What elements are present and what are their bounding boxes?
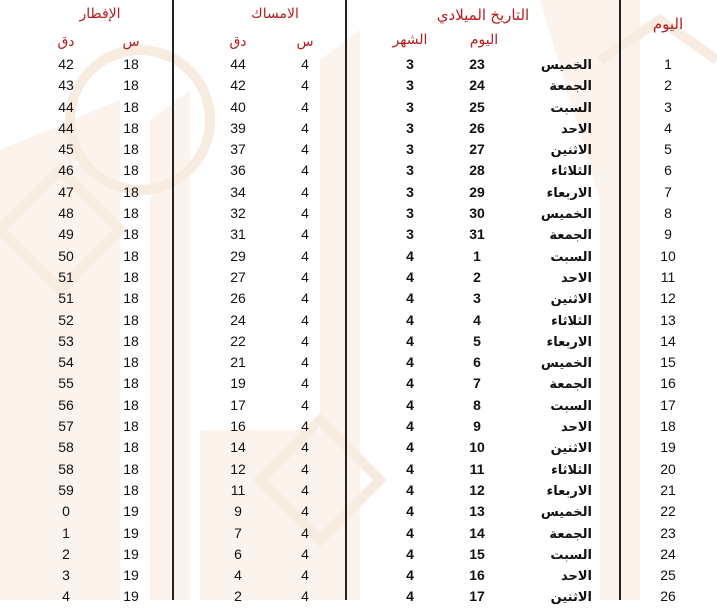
month-value: 4 bbox=[406, 396, 414, 413]
date-value: 27 bbox=[469, 141, 485, 158]
iftar-minute: 54 bbox=[58, 354, 74, 371]
date-value: 7 bbox=[473, 375, 481, 392]
imsak-hour: 4 bbox=[301, 354, 309, 371]
iftar-hour: 18 bbox=[123, 268, 139, 285]
table-row bbox=[0, 331, 717, 352]
day-number: 13 bbox=[660, 311, 676, 328]
iftar-minute: 42 bbox=[58, 56, 74, 72]
imsak-hour: 4 bbox=[301, 439, 309, 456]
date-value: 5 bbox=[473, 332, 481, 349]
weekday-name: الاربعاء bbox=[546, 184, 592, 200]
date-value: 26 bbox=[469, 119, 485, 136]
date-value: 24 bbox=[469, 77, 485, 94]
iftar-minute: 53 bbox=[58, 332, 74, 349]
imsak-hour: 4 bbox=[301, 98, 309, 115]
iftar-hour: 19 bbox=[123, 567, 139, 584]
table-row bbox=[0, 97, 717, 118]
month-value: 4 bbox=[406, 354, 414, 371]
day-number: 9 bbox=[664, 226, 672, 243]
weekday-name: الخميس bbox=[540, 355, 592, 371]
iftar-hour: 18 bbox=[123, 460, 139, 477]
month-value: 3 bbox=[406, 77, 414, 94]
iftar-hour: 18 bbox=[123, 183, 139, 200]
date-value: 14 bbox=[469, 524, 485, 541]
weekday-name: الاثنين bbox=[550, 142, 592, 158]
date-value: 11 bbox=[469, 460, 485, 477]
iftar-minute: 0 bbox=[62, 503, 70, 520]
month-value: 3 bbox=[406, 162, 414, 179]
imsak-minute: 36 bbox=[230, 162, 246, 179]
imsak-minute: 24 bbox=[230, 311, 246, 328]
iftar-minute: 43 bbox=[58, 77, 74, 94]
imsak-hour: 4 bbox=[301, 375, 309, 392]
table-row bbox=[0, 373, 717, 394]
date-value: 29 bbox=[469, 183, 485, 200]
weekday-name: السبت bbox=[550, 546, 592, 562]
iftar-minute: 55 bbox=[58, 375, 74, 392]
month-subheader: الشهر bbox=[392, 31, 428, 47]
imsak-hour: 4 bbox=[301, 183, 309, 200]
iftar-hour: 18 bbox=[123, 375, 139, 392]
imsak-minute: 26 bbox=[230, 290, 246, 307]
imsak-hour: 4 bbox=[301, 226, 309, 243]
iftar-minute: 1 bbox=[62, 524, 70, 541]
iftar-minute: 58 bbox=[58, 439, 74, 456]
month-value: 4 bbox=[406, 418, 414, 435]
date-value: 8 bbox=[473, 396, 481, 413]
imsak-minute: 12 bbox=[230, 460, 246, 477]
table-row bbox=[0, 224, 717, 245]
iftar-hour: 18 bbox=[123, 418, 139, 435]
iftar-hour: 18 bbox=[123, 332, 139, 349]
iftar-minute: 51 bbox=[58, 268, 74, 285]
day-number: 21 bbox=[660, 481, 676, 498]
iftar-minute: 52 bbox=[58, 311, 74, 328]
imsak-minute: 4 bbox=[234, 567, 242, 584]
imsak-minute-subheader: دق bbox=[229, 33, 247, 49]
day-number: 16 bbox=[660, 375, 676, 392]
imsak-minute: 6 bbox=[234, 545, 242, 562]
iftar-minute: 44 bbox=[58, 119, 74, 136]
date-value: 2 bbox=[473, 268, 481, 285]
date-value: 12 bbox=[469, 481, 485, 498]
month-value: 3 bbox=[406, 141, 414, 158]
weekday-name: الثلاثاء bbox=[551, 163, 592, 179]
imsak-hour: 4 bbox=[301, 460, 309, 477]
iftar-hour-subheader: س bbox=[122, 33, 140, 49]
imsak-hour: 4 bbox=[301, 311, 309, 328]
day-number: 12 bbox=[660, 290, 676, 307]
imsak-minute: 7 bbox=[234, 524, 242, 541]
table-row bbox=[0, 416, 717, 437]
weekday-name: الخميس bbox=[540, 206, 592, 222]
imsak-hour: 4 bbox=[301, 77, 309, 94]
iftar-hour: 19 bbox=[123, 503, 139, 520]
iftar-minute: 47 bbox=[58, 183, 74, 200]
month-value: 4 bbox=[406, 567, 414, 584]
table-row bbox=[0, 118, 717, 139]
date-value: 3 bbox=[473, 290, 481, 307]
imsak-minute: 34 bbox=[230, 183, 246, 200]
iftar-hour: 18 bbox=[123, 77, 139, 94]
iftar-minute: 51 bbox=[58, 290, 74, 307]
iftar-minute: 48 bbox=[58, 205, 74, 222]
imsak-hour: 4 bbox=[301, 141, 309, 158]
month-value: 4 bbox=[406, 545, 414, 562]
table-row bbox=[0, 288, 717, 309]
imsak-hour: 4 bbox=[301, 290, 309, 307]
date-value: 30 bbox=[469, 205, 485, 222]
imsak-minute: 32 bbox=[230, 205, 246, 222]
day-number: 3 bbox=[664, 98, 672, 115]
table-row bbox=[0, 182, 717, 203]
weekday-name: الاثنين bbox=[550, 291, 592, 307]
imsak-minute: 16 bbox=[230, 418, 246, 435]
iftar-hour: 18 bbox=[123, 311, 139, 328]
month-value: 4 bbox=[406, 332, 414, 349]
date-value: 17 bbox=[469, 588, 485, 605]
month-value: 4 bbox=[406, 375, 414, 392]
day-number: 8 bbox=[664, 205, 672, 222]
imsak-minute: 27 bbox=[230, 268, 246, 285]
month-value: 4 bbox=[406, 290, 414, 307]
imsak-hour: 4 bbox=[301, 524, 309, 541]
weekday-name: السبت bbox=[550, 397, 592, 413]
iftar-hour: 18 bbox=[123, 119, 139, 136]
day-number: 25 bbox=[660, 567, 676, 584]
imsak-hour: 4 bbox=[301, 56, 309, 72]
day-number: 5 bbox=[664, 141, 672, 158]
iftar-hour: 19 bbox=[123, 545, 139, 562]
iftar-hour: 18 bbox=[123, 98, 139, 115]
imsak-minute: 37 bbox=[230, 141, 246, 158]
day-number: 23 bbox=[660, 524, 676, 541]
day-number: 7 bbox=[664, 183, 672, 200]
weekday-name: الثلاثاء bbox=[551, 461, 592, 477]
imsak-minute: 39 bbox=[230, 119, 246, 136]
month-value: 4 bbox=[406, 481, 414, 498]
month-value: 3 bbox=[406, 119, 414, 136]
month-value: 3 bbox=[406, 226, 414, 243]
imsak-hour: 4 bbox=[301, 396, 309, 413]
table-row bbox=[0, 160, 717, 181]
weekday-name: الجمعة bbox=[549, 525, 592, 541]
table-row bbox=[0, 459, 717, 480]
date-value: 6 bbox=[473, 354, 481, 371]
date-value: 13 bbox=[469, 503, 485, 520]
month-value: 4 bbox=[406, 503, 414, 520]
day-number: 22 bbox=[660, 503, 676, 520]
month-value: 4 bbox=[406, 247, 414, 264]
date-value: 9 bbox=[473, 418, 481, 435]
imsak-hour: 4 bbox=[301, 268, 309, 285]
day-number: 19 bbox=[660, 439, 676, 456]
imsak-minute: 21 bbox=[230, 354, 246, 371]
date-value: 15 bbox=[469, 545, 485, 562]
iftar-minute: 49 bbox=[58, 226, 74, 243]
schedule-table bbox=[0, 54, 717, 608]
iftar-hour: 19 bbox=[123, 588, 139, 605]
table-row bbox=[0, 437, 717, 458]
day-number: 14 bbox=[660, 332, 676, 349]
imsak-minute: 40 bbox=[230, 98, 246, 115]
day-number: 1 bbox=[664, 56, 672, 72]
iftar-minute-subheader: دق bbox=[57, 33, 75, 49]
imsak-header: الامساك bbox=[251, 5, 299, 21]
day-number: 10 bbox=[660, 247, 676, 264]
day-number: 2 bbox=[664, 77, 672, 94]
imsak-hour: 4 bbox=[301, 205, 309, 222]
day-number: 20 bbox=[660, 460, 676, 477]
date-subheader: اليوم bbox=[469, 31, 499, 47]
month-value: 4 bbox=[406, 460, 414, 477]
table-row bbox=[0, 523, 717, 544]
gregorian-header: التاريخ الميلادي bbox=[436, 7, 530, 24]
month-value: 4 bbox=[406, 268, 414, 285]
date-value: 16 bbox=[469, 567, 485, 584]
month-value: 3 bbox=[406, 56, 414, 72]
iftar-hour: 18 bbox=[123, 290, 139, 307]
weekday-name: الاربعاء bbox=[546, 333, 592, 349]
day-number: 6 bbox=[664, 162, 672, 179]
weekday-name: الجمعة bbox=[549, 227, 592, 243]
imsak-hour: 4 bbox=[301, 418, 309, 435]
day-header: اليوم bbox=[652, 16, 684, 33]
table-row bbox=[0, 565, 717, 586]
table-row bbox=[0, 267, 717, 288]
date-value: 1 bbox=[473, 247, 481, 264]
weekday-name: الخميس bbox=[540, 57, 592, 72]
weekday-name: السبت bbox=[550, 248, 592, 264]
iftar-hour: 18 bbox=[123, 226, 139, 243]
weekday-name: الاحد bbox=[560, 269, 592, 285]
iftar-hour: 18 bbox=[123, 247, 139, 264]
date-value: 4 bbox=[473, 311, 481, 328]
iftar-hour: 18 bbox=[123, 354, 139, 371]
imsak-hour: 4 bbox=[301, 503, 309, 520]
table-row bbox=[0, 310, 717, 331]
iftar-minute: 50 bbox=[58, 247, 74, 264]
iftar-minute: 44 bbox=[58, 98, 74, 115]
table-row bbox=[0, 75, 717, 96]
imsak-minute: 17 bbox=[230, 396, 246, 413]
iftar-minute: 46 bbox=[58, 162, 74, 179]
day-number: 24 bbox=[660, 545, 676, 562]
month-value: 4 bbox=[406, 311, 414, 328]
iftar-minute: 56 bbox=[58, 396, 74, 413]
iftar-hour: 18 bbox=[123, 56, 139, 72]
date-value: 10 bbox=[469, 439, 485, 456]
weekday-name: الاربعاء bbox=[546, 482, 592, 498]
imsak-hour: 4 bbox=[301, 162, 309, 179]
weekday-name: الثلاثاء bbox=[551, 312, 592, 328]
table-row bbox=[0, 203, 717, 224]
iftar-hour: 18 bbox=[123, 162, 139, 179]
iftar-minute: 57 bbox=[58, 418, 74, 435]
table-row bbox=[0, 139, 717, 160]
table-row bbox=[0, 352, 717, 373]
iftar-minute: 58 bbox=[58, 460, 74, 477]
iftar-minute: 4 bbox=[62, 588, 70, 605]
imsak-hour: 4 bbox=[301, 567, 309, 584]
iftar-hour: 18 bbox=[123, 481, 139, 498]
month-value: 4 bbox=[406, 588, 414, 605]
imsak-hour: 4 bbox=[301, 247, 309, 264]
month-value: 3 bbox=[406, 205, 414, 222]
imsak-minute: 11 bbox=[230, 481, 246, 498]
iftar-hour: 18 bbox=[123, 205, 139, 222]
iftar-hour: 19 bbox=[123, 524, 139, 541]
month-value: 3 bbox=[406, 98, 414, 115]
weekday-name: الجمعة bbox=[549, 376, 592, 392]
iftar-minute: 3 bbox=[62, 567, 70, 584]
weekday-name: الاحد bbox=[560, 120, 592, 136]
imsak-hour: 4 bbox=[301, 588, 309, 605]
imsak-minute: 19 bbox=[230, 375, 246, 392]
date-value: 28 bbox=[469, 162, 485, 179]
iftar-hour: 18 bbox=[123, 141, 139, 158]
imsak-hour: 4 bbox=[301, 119, 309, 136]
iftar-minute: 59 bbox=[58, 481, 74, 498]
weekday-name: الجمعة bbox=[549, 78, 592, 94]
date-value: 31 bbox=[469, 226, 485, 243]
iftar-hour: 18 bbox=[123, 396, 139, 413]
iftar-header: الإفطار bbox=[79, 5, 121, 21]
weekday-name: الاثنين bbox=[550, 589, 592, 605]
imsak-minute: 29 bbox=[230, 247, 246, 264]
date-value: 23 bbox=[469, 56, 485, 72]
iftar-minute: 2 bbox=[62, 545, 70, 562]
table-row bbox=[0, 501, 717, 522]
imsak-minute: 31 bbox=[230, 226, 246, 243]
imsak-hour-subheader: س bbox=[296, 33, 314, 49]
table-row bbox=[0, 544, 717, 565]
day-number: 11 bbox=[660, 268, 676, 285]
weekday-name: الاحد bbox=[560, 419, 592, 435]
weekday-name: السبت bbox=[550, 99, 592, 115]
iftar-minute: 45 bbox=[58, 141, 74, 158]
imsak-minute: 44 bbox=[230, 56, 246, 72]
imsak-hour: 4 bbox=[301, 481, 309, 498]
day-number: 4 bbox=[664, 119, 672, 136]
imsak-minute: 14 bbox=[230, 439, 246, 456]
imsak-hour: 4 bbox=[301, 545, 309, 562]
day-number: 15 bbox=[660, 354, 676, 371]
imsak-minute: 42 bbox=[230, 77, 246, 94]
day-number: 17 bbox=[660, 396, 676, 413]
weekday-name: الخميس bbox=[540, 504, 592, 520]
table-row bbox=[0, 480, 717, 501]
table-row bbox=[0, 395, 717, 416]
table-row bbox=[0, 54, 717, 75]
month-value: 4 bbox=[406, 439, 414, 456]
day-number: 26 bbox=[660, 588, 676, 605]
table-row bbox=[0, 586, 717, 607]
imsak-minute: 9 bbox=[234, 503, 242, 520]
weekday-name: الاثنين bbox=[550, 440, 592, 456]
month-value: 4 bbox=[406, 524, 414, 541]
weekday-name: الاحد bbox=[560, 568, 592, 584]
day-number: 18 bbox=[660, 418, 676, 435]
iftar-hour: 18 bbox=[123, 439, 139, 456]
date-value: 25 bbox=[469, 98, 485, 115]
imsak-minute: 2 bbox=[234, 588, 242, 605]
table-row bbox=[0, 246, 717, 267]
month-value: 3 bbox=[406, 183, 414, 200]
imsak-hour: 4 bbox=[301, 332, 309, 349]
imsak-minute: 22 bbox=[230, 332, 246, 349]
